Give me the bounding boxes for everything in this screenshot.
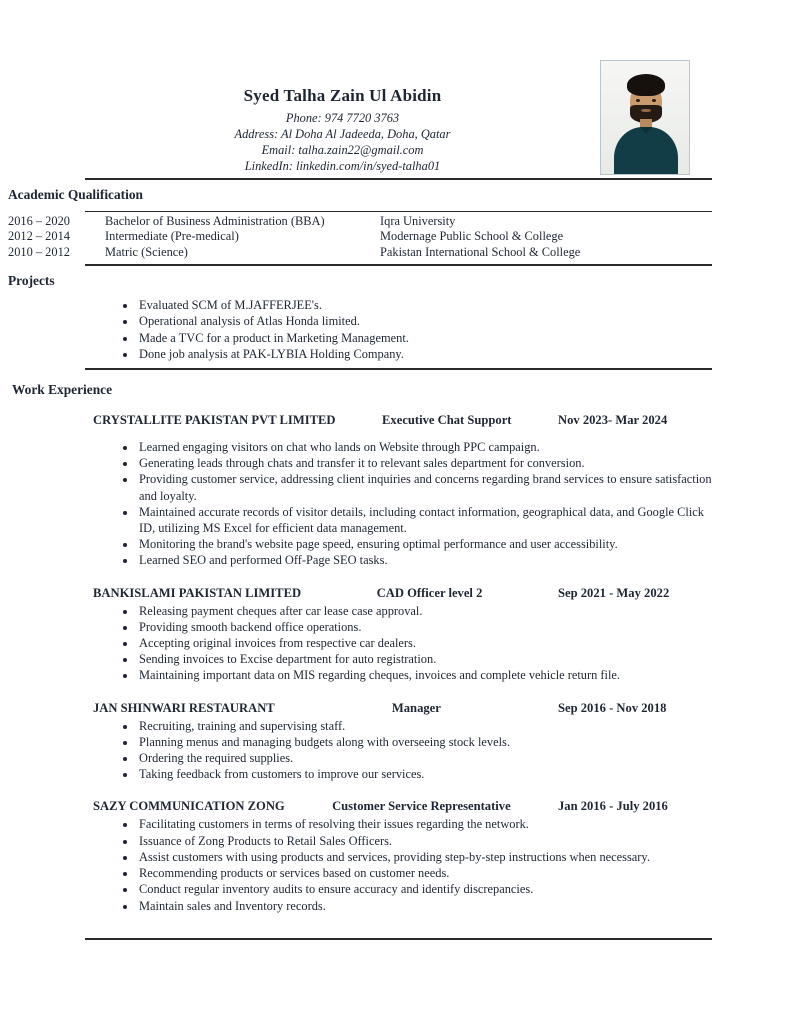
education-row <box>8 229 791 244</box>
academic-section <box>0 187 791 266</box>
job-bullet: • Issuance of Zong Products to Retail Sales Officers. <box>137 833 712 849</box>
job-bullet: • Learned engaging visitors on chat who lands on Website through PPC campaign. <box>137 439 712 455</box>
job-bullets <box>137 603 712 684</box>
education-institute: Pakistan International School & College <box>380 244 581 259</box>
job-company: SAZY COMMUNICATION ZONG <box>93 799 285 814</box>
job-header <box>93 585 712 601</box>
job-header <box>93 700 712 716</box>
education-table <box>8 214 791 260</box>
education-degree: Matric (Science) <box>105 244 188 259</box>
project-item: • Operational analysis of Atlas Honda limited. <box>137 313 712 329</box>
photo-eye <box>652 99 656 102</box>
education-years: 2012 – 2014 <box>8 229 70 244</box>
job-entry <box>0 412 791 569</box>
job-entry <box>0 798 791 913</box>
resume-header <box>0 0 791 178</box>
job-bullet: • Providing smooth backend office operations. <box>137 619 712 635</box>
job-bullet: • Taking feedback from customers to improve our services. <box>137 766 712 782</box>
photo-eye <box>636 99 640 102</box>
job-bullet: • Providing customer service, addressing client inquiries and concerns regarding brand services to ensure satisfaction and loyalty. <box>137 471 712 503</box>
contact-address: Address: Al Doha Al Jadeeda, Doha, Qatar <box>234 127 451 141</box>
job-bullet: • Learned SEO and performed Off-Page SEO tasks. <box>137 552 712 568</box>
divider <box>85 211 712 212</box>
education-institute: Iqra University <box>380 214 456 228</box>
job-bullet: • Assist customers with using products and services, providing step-by-step instructions when necessary. <box>137 849 712 865</box>
divider <box>85 368 712 370</box>
job-entry <box>0 585 791 684</box>
projects-heading: Projects <box>8 273 55 289</box>
job-bullets <box>137 718 712 783</box>
job-bullet: • Monitoring the brand's website page speed, ensuring optimal performance and user accessibility. <box>137 536 712 552</box>
project-item: • Done job analysis at PAK-LYBIA Holding Company. <box>137 346 712 362</box>
work-heading: Work Experience <box>12 382 113 398</box>
education-degree: Intermediate (Pre-medical) <box>105 229 239 244</box>
projects-list <box>137 297 712 362</box>
contact-linkedin: LinkedIn: linkedin.com/in/syed-talha01 <box>244 159 441 173</box>
project-item: • Evaluated SCM of M.JAFFERJEE's. <box>137 297 712 313</box>
job-dates: Nov 2023- Mar 2024 <box>558 413 668 428</box>
education-degree: Bachelor of Business Administration (BBA) <box>105 214 325 228</box>
contact-block <box>85 86 600 174</box>
job-bullet: • Maintained accurate records of visitor details, including contact information, geographical data, and Google Click ID, utilizing MS Excel for efficient data management. <box>137 504 712 536</box>
job-header <box>93 412 712 428</box>
candidate-name: Syed Talha Zain Ul Abidin <box>243 86 442 105</box>
contact-email: Email: talha.zain22@gmail.com <box>261 143 424 157</box>
projects-section <box>0 273 791 370</box>
job-bullet: • Recruiting, training and supervising staff. <box>137 718 712 734</box>
divider <box>85 264 712 266</box>
contact-phone: Phone: 974 7720 3763 <box>285 111 400 125</box>
job-title: CAD Officer level 2 <box>376 585 483 600</box>
job-title: Manager <box>391 700 441 715</box>
job-bullet: • Recommending products or services based on customer needs. <box>137 865 712 881</box>
project-item: • Made a TVC for a product in Marketing Management. <box>137 330 712 346</box>
academic-heading: Academic Qualification <box>8 187 144 202</box>
job-bullets <box>137 816 712 913</box>
job-company: JAN SHINWARI RESTAURANT <box>93 700 275 715</box>
job-bullet: • Ordering the required supplies. <box>137 750 712 766</box>
profile-photo <box>600 60 690 175</box>
job-dates: Sep 2021 - May 2022 <box>558 585 670 600</box>
divider <box>85 178 712 180</box>
job-company: CRYSTALLITE PAKISTAN PVT LIMITED <box>93 413 336 428</box>
education-years: 2016 – 2020 <box>8 214 70 228</box>
job-entry <box>0 700 791 783</box>
photo-mouth <box>641 109 651 112</box>
job-bullet: • Maintaining important data on MIS regarding cheques, invoices and complete vehicle return file. <box>137 667 712 683</box>
job-bullet: • Maintain sales and Inventory records. <box>137 898 712 914</box>
job-bullet: • Conduct regular inventory audits to ensure accuracy and identify discrepancies. <box>137 881 712 897</box>
education-years: 2010 – 2012 <box>8 244 70 259</box>
photo-hair <box>627 74 665 96</box>
job-bullet: • Accepting original invoices from respective car dealers. <box>137 635 712 651</box>
job-bullets <box>137 439 712 569</box>
job-header <box>93 798 712 814</box>
job-bullet: • Releasing payment cheques after car lease case approval. <box>137 603 712 619</box>
education-row <box>8 245 791 260</box>
job-bullet: • Planning menus and managing budgets along with overseeing stock levels. <box>137 734 712 750</box>
work-section <box>0 382 791 914</box>
divider <box>85 938 712 940</box>
job-title: Executive Chat Support <box>382 413 512 428</box>
job-company: BANKISLAMI PAKISTAN LIMITED <box>93 585 302 600</box>
education-institute: Modernage Public School & College <box>380 229 564 244</box>
job-title: Customer Service Representative <box>332 799 511 814</box>
job-bullet: • Generating leads through chats and transfer it to relevant sales department for conversion. <box>137 455 712 471</box>
job-dates: Jan 2016 - July 2016 <box>558 799 668 814</box>
photo-shirt <box>614 127 678 175</box>
education-row <box>8 214 791 229</box>
job-bullet: • Sending invoices to Excise department for auto registration. <box>137 651 712 667</box>
job-bullet: • Facilitating customers in terms of resolving their issues regarding the network. <box>137 816 712 832</box>
job-dates: Sep 2016 - Nov 2018 <box>558 700 667 715</box>
